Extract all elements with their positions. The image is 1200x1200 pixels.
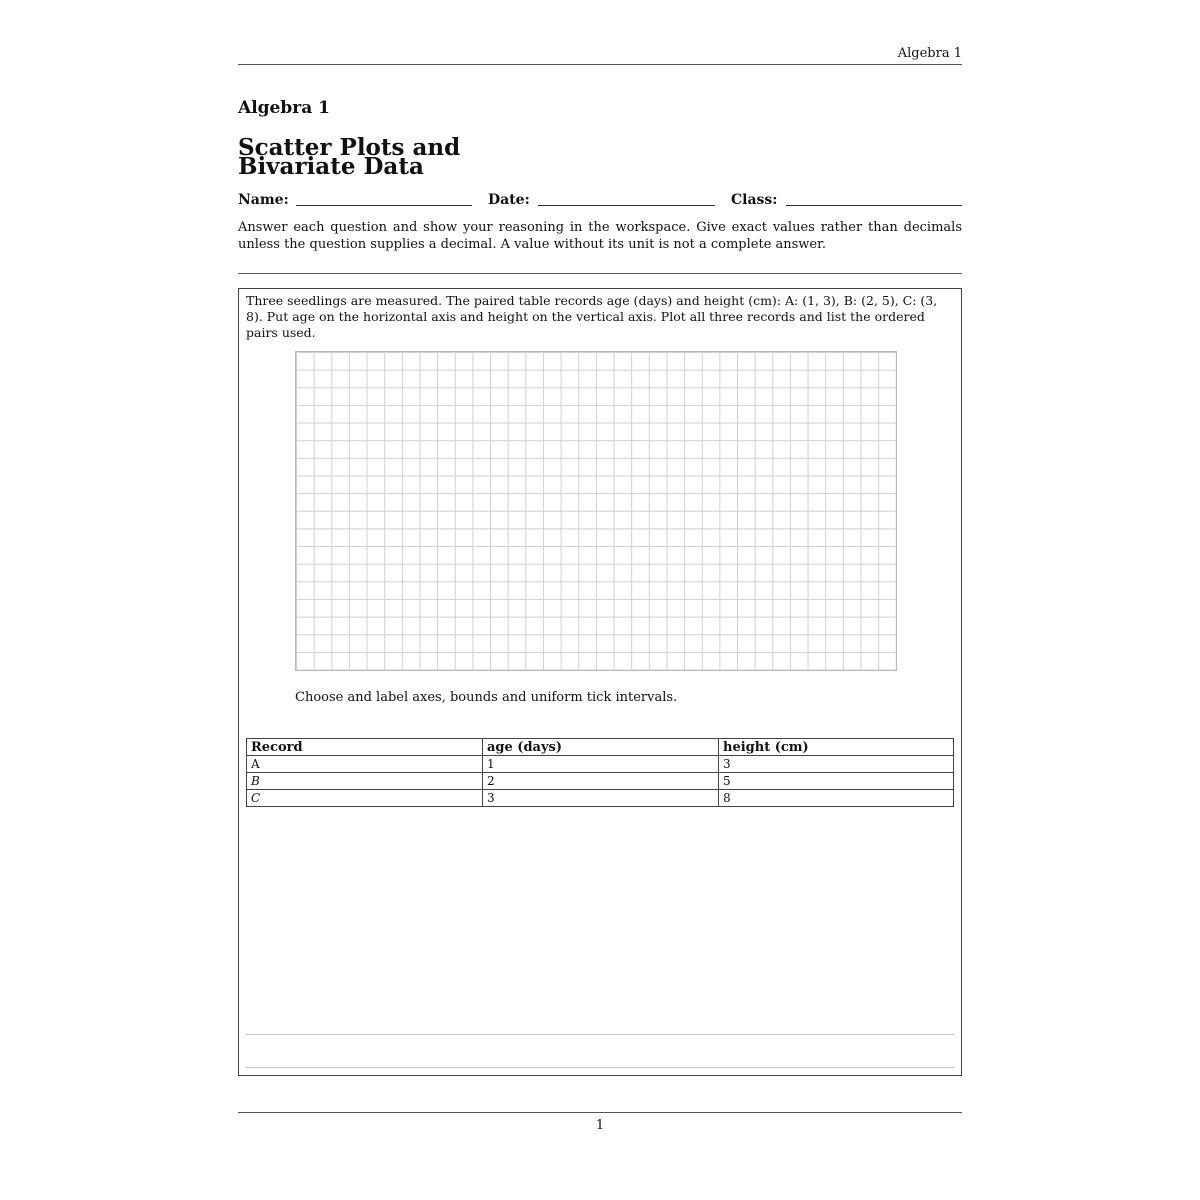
class-label: Class: xyxy=(731,192,778,208)
student-info-fields xyxy=(238,192,962,212)
column-header: Record xyxy=(247,739,483,756)
page-number: 1 xyxy=(595,1118,605,1133)
name-label: Name: xyxy=(238,192,289,208)
table-cell: 3 xyxy=(719,756,954,773)
section-divider xyxy=(238,273,962,274)
column-header: height (cm) xyxy=(719,739,954,756)
graph-grid[interactable] xyxy=(295,351,897,671)
table-cell: 8 xyxy=(719,790,954,807)
name-field[interactable] xyxy=(296,205,472,206)
table-row xyxy=(247,773,954,790)
table-cell: 2 xyxy=(483,773,719,790)
grid-instruction: Choose and label axes, bounds and uniform tick intervals. xyxy=(295,690,678,705)
footer-divider xyxy=(238,1112,962,1113)
title-line-2: Bivariate Data xyxy=(238,153,424,180)
answer-line[interactable] xyxy=(246,1034,954,1035)
table-row xyxy=(247,756,954,773)
running-header: Algebra 1 xyxy=(238,46,962,65)
column-header: age (days) xyxy=(483,739,719,756)
question-prompt: Three seedlings are measured. The paired table records age (days) and height (cm): A: (1, 3), B: (2, 5), C: (3, 8). Put age on the horizontal axis and height on the vertical axis. Plot all three records and list the ordered pairs used. xyxy=(246,293,938,340)
date-field[interactable] xyxy=(538,205,715,206)
instructions-text: Answer each question and show your reasoning in the workspace. Give exact values rather than decimals unless the question supplies a decimal. A value without its unit is not a complete answer. xyxy=(238,220,962,252)
answer-line[interactable] xyxy=(246,1067,954,1068)
table-cell: 5 xyxy=(719,773,954,790)
question-box xyxy=(238,288,962,1076)
table-cell: 1 xyxy=(483,756,719,773)
table-row xyxy=(247,790,954,807)
table-cell: C xyxy=(247,790,483,807)
date-label: Date: xyxy=(488,192,530,208)
course-heading: Algebra 1 xyxy=(238,98,330,118)
table-cell: B xyxy=(247,773,483,790)
table-cell: A xyxy=(247,756,483,773)
worksheet-title xyxy=(238,134,461,180)
table-header-row xyxy=(247,739,954,756)
table-cell: 3 xyxy=(483,790,719,807)
class-field[interactable] xyxy=(786,205,962,206)
title-line-1: Scatter Plots and xyxy=(238,134,461,161)
data-table xyxy=(246,738,954,807)
